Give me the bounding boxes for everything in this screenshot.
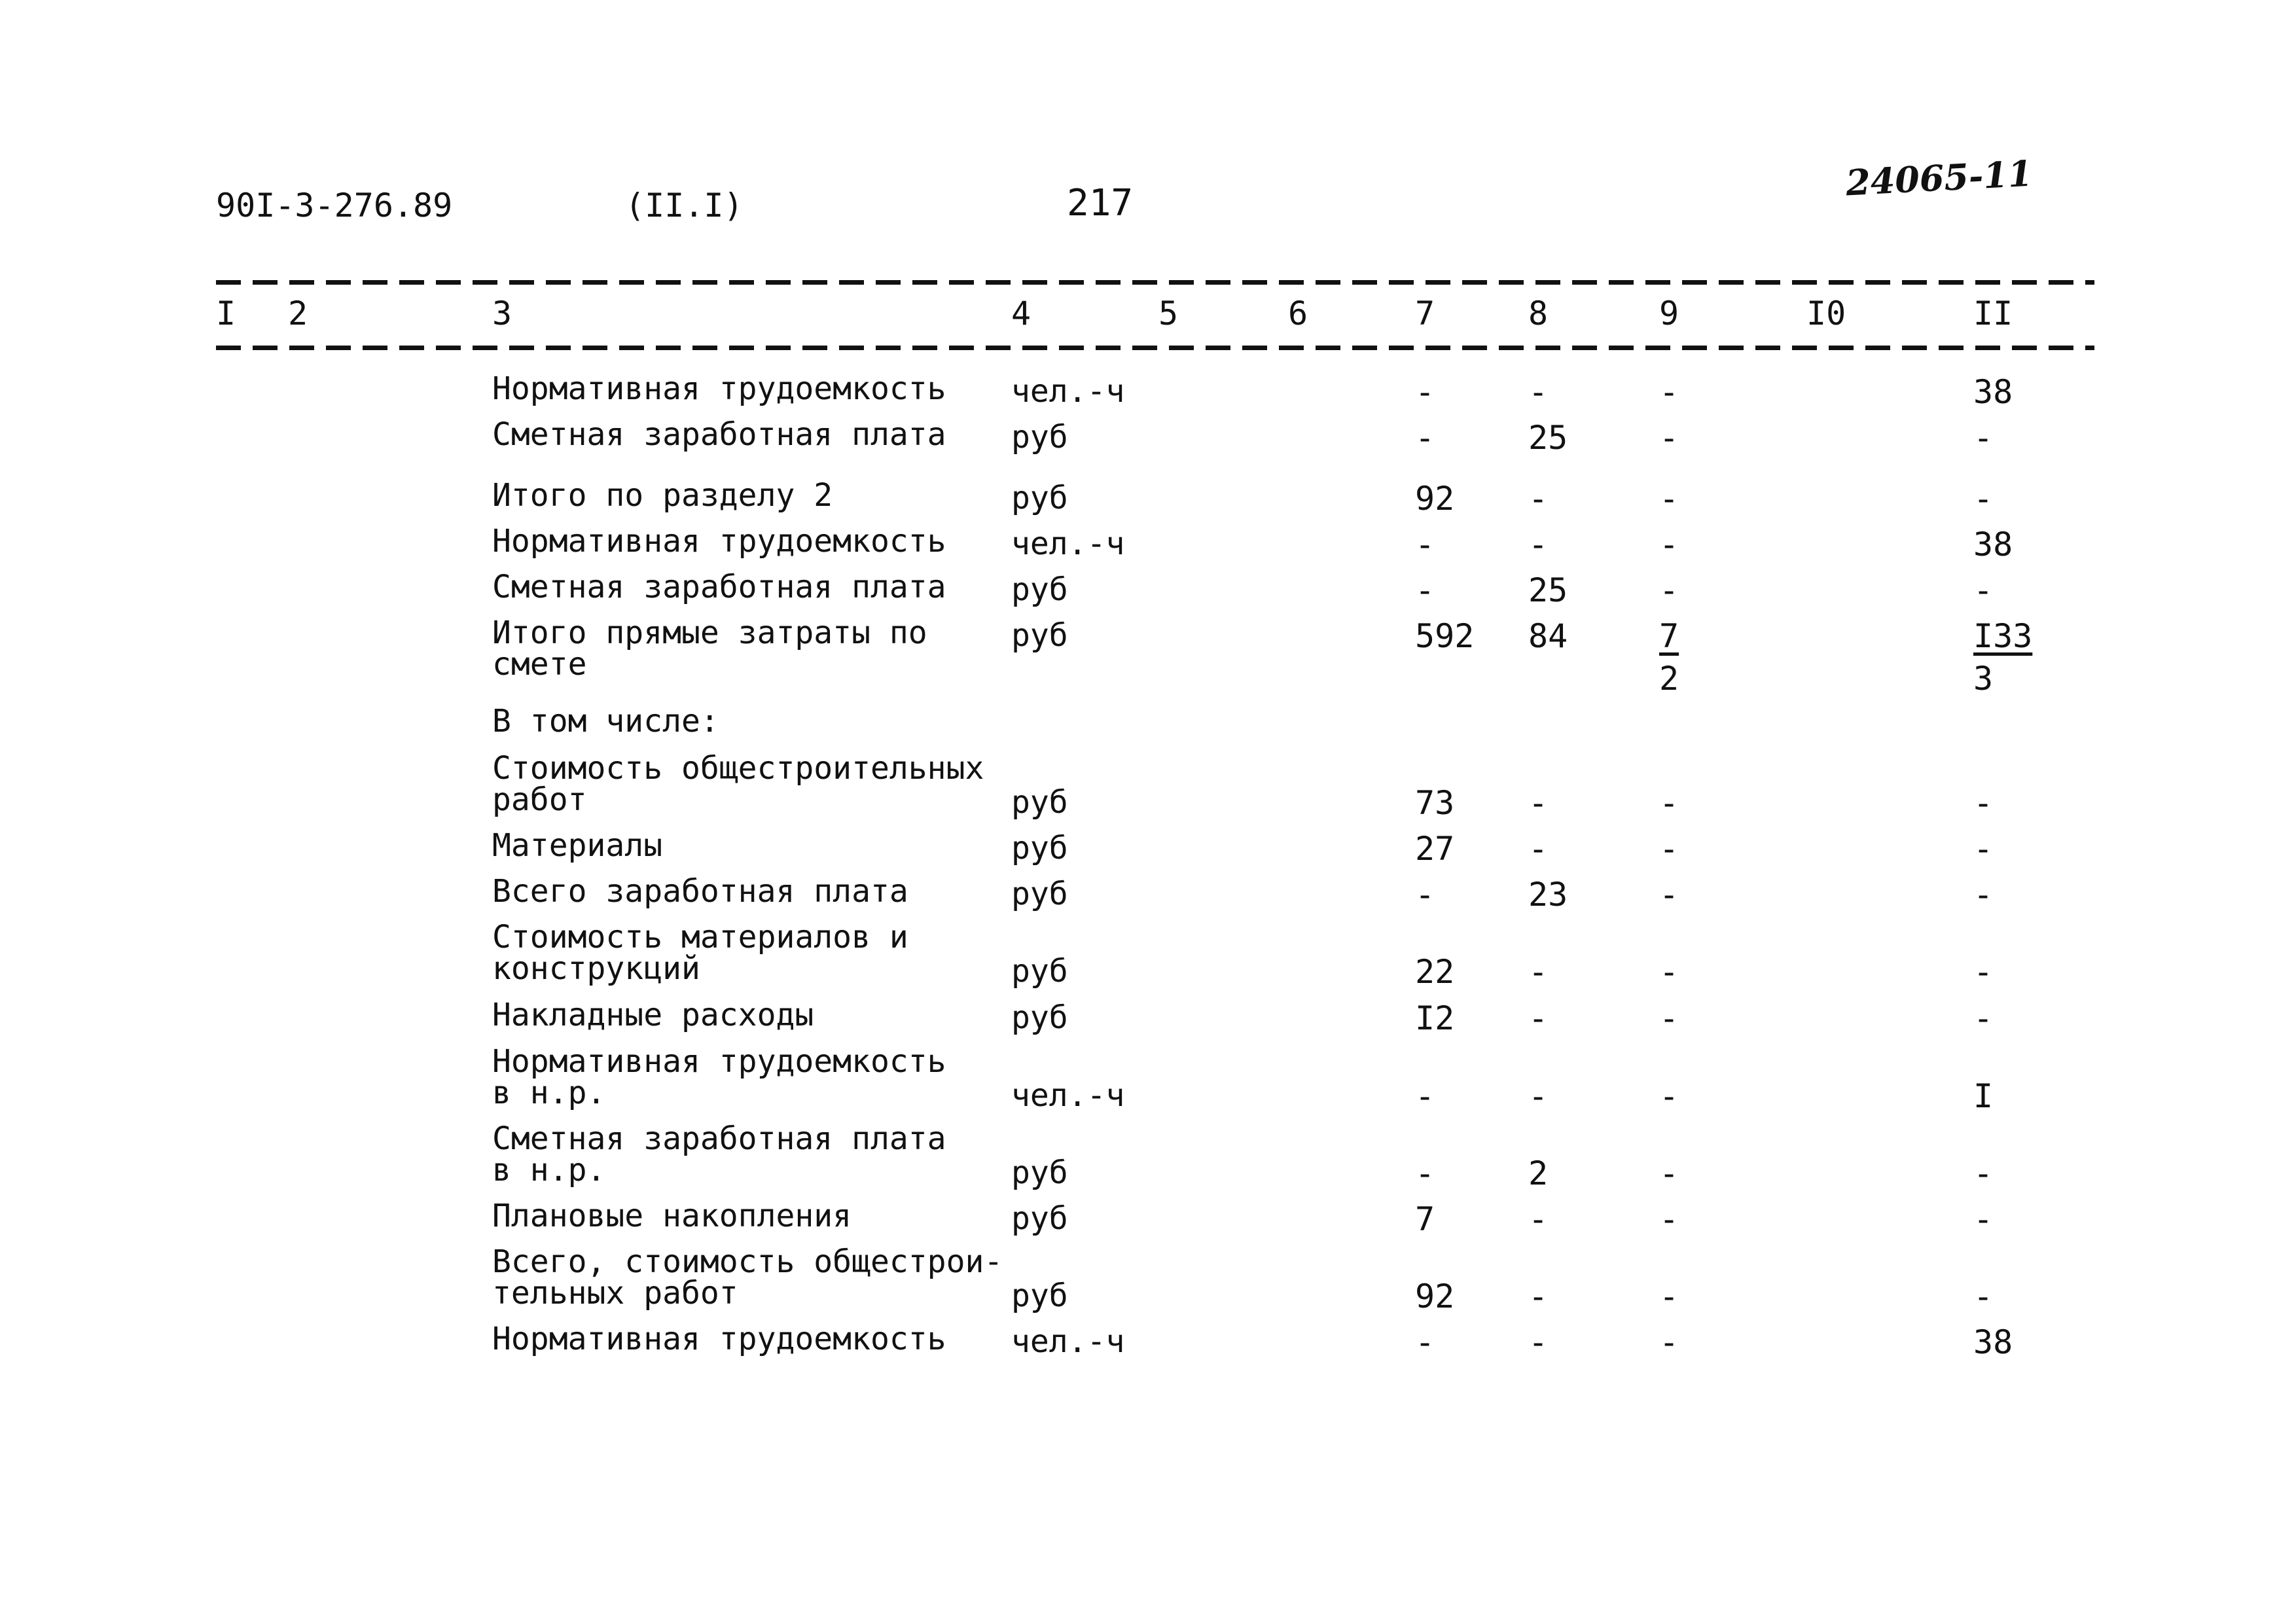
col9-value: -: [1659, 373, 1679, 411]
table-row: [0, 921, 2296, 1000]
col11-value: I: [1973, 1077, 1994, 1115]
col7-value: 92: [1415, 480, 1455, 518]
col9-value: -: [1659, 784, 1679, 822]
col8-value: 25: [1528, 571, 1568, 609]
col11-value: -: [1973, 571, 1994, 609]
handwritten-archive-number: 24065-11: [1844, 152, 2034, 204]
col8-value: -: [1528, 784, 1549, 822]
col8-value: -: [1528, 526, 1549, 563]
column-number: 2: [288, 294, 308, 332]
col11-value: -: [1973, 784, 1994, 822]
row-label: Итого по разделу 2: [492, 477, 833, 514]
row-label: Сметная заработная плата: [492, 416, 946, 453]
row-label: Нормативная трудоемкость: [492, 523, 946, 560]
row-unit: руб: [1011, 617, 1068, 654]
section-subheading: В том числе:: [492, 703, 719, 740]
header-bottom-rule: [216, 346, 2094, 350]
row-label: Накладные расходы: [492, 997, 814, 1033]
col9-value: -: [1659, 830, 1679, 868]
col7-value: 22: [1415, 953, 1455, 991]
col11-value: -: [1973, 480, 1994, 518]
col9-value: -: [1659, 419, 1679, 457]
col9-value: -: [1659, 571, 1679, 609]
row-label: Сметная заработная плата: [492, 569, 946, 605]
section-number: (II.I): [625, 187, 744, 224]
document-code: 90I-3-276.89: [216, 187, 453, 224]
col11-numerator: I33: [1973, 617, 2033, 655]
col9-value: -: [1659, 526, 1679, 563]
row-unit: руб: [1011, 419, 1068, 455]
col8-value: 23: [1528, 876, 1568, 914]
table-row: [0, 617, 2296, 702]
table-row: [0, 1243, 2296, 1325]
col11-value: -: [1973, 1277, 1994, 1315]
table-row: [0, 1043, 2296, 1124]
col11-value: 38: [1973, 1323, 2013, 1361]
col7-value: -: [1415, 876, 1435, 914]
page-number: 217: [1067, 182, 1134, 224]
row-unit: руб: [1011, 1200, 1068, 1237]
col11-denominator: 3: [1973, 660, 1994, 698]
column-number: I: [216, 294, 236, 332]
row-unit: руб: [1011, 1277, 1068, 1314]
row-label: Стоимость материалов и конструкций: [492, 919, 908, 987]
col9-value: -: [1659, 1077, 1679, 1115]
col7-value: -: [1415, 373, 1435, 411]
row-unit: руб: [1011, 999, 1068, 1036]
column-number: 7: [1415, 294, 1435, 332]
col7-value: 27: [1415, 830, 1455, 868]
column-number: II: [1973, 294, 2013, 332]
column-number: 3: [492, 294, 512, 332]
col8-value: -: [1528, 1323, 1549, 1361]
row-unit: чел.-ч: [1011, 373, 1125, 410]
row-unit: руб: [1011, 953, 1068, 990]
col9-value: -: [1659, 1200, 1679, 1238]
table-row: [0, 1323, 2296, 1382]
column-number: 8: [1528, 294, 1549, 332]
col8-value: -: [1528, 480, 1549, 518]
col11-value: -: [1973, 999, 1994, 1037]
column-number: 5: [1158, 294, 1179, 332]
col7-value: -: [1415, 1154, 1435, 1192]
row-unit: чел.-ч: [1011, 526, 1125, 562]
col7-value: -: [1415, 1077, 1435, 1115]
col11-value: 38: [1973, 526, 2013, 563]
col8-value: 25: [1528, 419, 1568, 457]
table-row: [0, 750, 2296, 831]
col11-value: 38: [1973, 373, 2013, 411]
row-unit: чел.-ч: [1011, 1323, 1125, 1360]
row-label: Стоимость общестроительных работ: [492, 750, 984, 818]
col11-value: -: [1973, 419, 1994, 457]
row-label: Нормативная трудоемкость: [492, 370, 946, 407]
col9-value: -: [1659, 1154, 1679, 1192]
col9-value: -: [1659, 876, 1679, 914]
row-label: Итого прямые затраты по смете: [492, 615, 927, 683]
col11-value: -: [1973, 953, 1994, 991]
row-unit: руб: [1011, 571, 1068, 608]
row-label: Плановые накопления: [492, 1198, 852, 1234]
col9-value: -: [1659, 480, 1679, 518]
col8-value: 84: [1528, 617, 1568, 655]
col11-value: -: [1973, 876, 1994, 914]
col7-value: 92: [1415, 1277, 1455, 1315]
table-row: [0, 416, 2296, 478]
column-number: I0: [1806, 294, 1846, 332]
col9-numerator: 7: [1659, 617, 1679, 655]
row-label: Сметная заработная плата в н.р.: [492, 1120, 946, 1188]
col8-value: -: [1528, 1277, 1549, 1315]
table-row: [0, 1120, 2296, 1202]
column-number: 6: [1288, 294, 1308, 332]
col8-value: -: [1528, 830, 1549, 868]
col11-value: -: [1973, 1200, 1994, 1238]
column-number: 4: [1011, 294, 1031, 332]
col11-value: -: [1973, 830, 1994, 868]
row-unit: руб: [1011, 784, 1068, 821]
col7-value: -: [1415, 1323, 1435, 1361]
header-top-rule: [216, 280, 2094, 285]
col7-value: 592: [1415, 617, 1475, 655]
row-unit: руб: [1011, 480, 1068, 516]
col9-value: -: [1659, 1277, 1679, 1315]
col11-value: -: [1973, 1154, 1994, 1192]
row-label: Нормативная трудоемкость: [492, 1321, 946, 1357]
row-label: Всего, стоимость общестрои- тельных работ: [492, 1243, 1003, 1311]
col8-value: -: [1528, 999, 1549, 1037]
row-unit: руб: [1011, 1154, 1068, 1191]
col8-value: -: [1528, 1200, 1549, 1238]
col7-value: 7: [1415, 1200, 1435, 1238]
col8-value: -: [1528, 953, 1549, 991]
col8-value: 2: [1528, 1154, 1549, 1192]
col7-value: -: [1415, 419, 1435, 457]
row-label: Всего заработная плата: [492, 873, 908, 910]
row-unit: чел.-ч: [1011, 1077, 1125, 1114]
row-unit: руб: [1011, 876, 1068, 912]
col9-denominator: 2: [1659, 660, 1679, 698]
col7-value: -: [1415, 526, 1435, 563]
col7-value: -: [1415, 571, 1435, 609]
col7-value: 73: [1415, 784, 1455, 822]
col9-value: -: [1659, 1323, 1679, 1361]
col8-value: -: [1528, 1077, 1549, 1115]
row-label: Нормативная трудоемкость в н.р.: [492, 1043, 946, 1111]
column-number: 9: [1659, 294, 1679, 332]
col9-value: -: [1659, 953, 1679, 991]
row-unit: руб: [1011, 830, 1068, 866]
col7-value: I2: [1415, 999, 1455, 1037]
col9-value: -: [1659, 999, 1679, 1037]
row-label: Материалы: [492, 827, 663, 864]
col8-value: -: [1528, 373, 1549, 411]
